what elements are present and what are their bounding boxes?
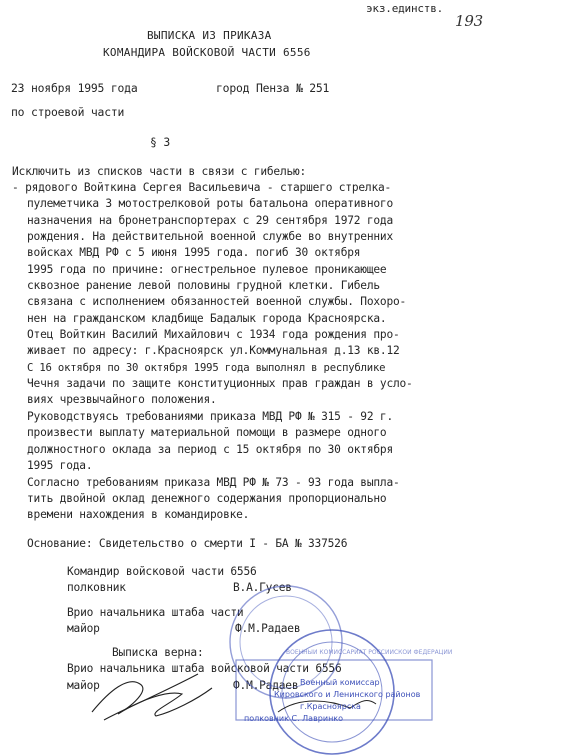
body-line: 1995 года.: [27, 459, 93, 472]
body-line: должностного оклада за период с 15 октября по 30 октября: [27, 443, 393, 456]
chief-rank: майор: [67, 622, 100, 635]
body-line: сквозное ранение левой половины грудной клетки. Гибель: [27, 279, 380, 292]
body-line: времени нахождения в командировке.: [27, 508, 250, 521]
order-date: 23 ноября 1995 года: [11, 81, 138, 95]
body-line: Исключить из списков части в связи с гибелью:: [12, 165, 307, 178]
copy-correct: Выписка верна:: [112, 646, 204, 659]
chief-name: Ф.М.Радаев: [235, 622, 301, 635]
commander-rank: полковник: [67, 581, 126, 594]
body-line: тить двойной оклад денежного содержания пропорционально: [27, 492, 387, 505]
basis-line: Основание: Свидетельство о смерти I - БА № 337526: [27, 537, 348, 550]
page-number: 193: [455, 12, 484, 30]
commander-title: Командир войсковой части 6556: [67, 565, 257, 578]
title-line1: ВЫПИСКА ИЗ ПРИКАЗА: [147, 29, 272, 42]
body-line: виях чрезвычайного положения.: [27, 393, 217, 406]
paragraph-number: § 3: [150, 135, 170, 149]
stamp-rect-line: Военный комиссар: [300, 678, 380, 687]
handwritten-signature: [92, 682, 212, 716]
order-place-number: город Пенза № 251: [216, 81, 330, 95]
body-line: Чечня задачи по защите конституционных прав граждан в усло-: [27, 377, 413, 390]
stamp-rect-line: Кировского и Ленинского районов: [274, 690, 421, 699]
round-seal: [230, 586, 394, 754]
body-line: связана с исполнением обязанностей военной службы. Похоро-: [27, 295, 407, 308]
body-line: Руководствуясь требованиями приказа МВД РФ № 315 - 92 г.: [27, 410, 393, 423]
body-line: Отец Войткин Василий Михайлович с 1934 года рождения про-: [27, 328, 400, 341]
body-line: Согласно требованиям приказа МВД РФ № 73 - 93 года выпла-: [27, 476, 400, 489]
body-line: произвести выплату материальной помощи в размере одного: [27, 426, 387, 439]
stamp-rect-line: полковник С. Лавринко: [244, 714, 344, 723]
body-line: С 16 октября по 30 октября 1995 года выполнял в республике: [27, 362, 386, 374]
section-label: по строевой части: [11, 105, 125, 119]
body-line: назначения на бронетранспортерах с 29 сентября 1972 года: [27, 214, 393, 227]
body-line: 1995 года по причине: огнестрельное пулевое проникающее: [27, 263, 387, 276]
body-line: пулеметчика 3 мотострелковой роты батальона оперативного: [27, 197, 393, 210]
commander-name: В.А.Гусев: [233, 581, 292, 594]
title-line2: КОМАНДИРА ВОЙСКОВОЙ ЧАСТИ 6556: [103, 46, 311, 59]
body-line: - рядового Войткина Сергея Васильевича - старшего стрелка-: [12, 181, 392, 194]
body-line: войсках МВД РФ с 5 июня 1995 года. погиб 30 октября: [27, 246, 361, 259]
copy-chief-title: Врио начальника штаба войсковой части 6556: [67, 662, 342, 675]
handwritten-signature-loop: [104, 674, 198, 720]
body-line: нен на гражданском кладбище Бадалык города Красноярска.: [27, 312, 387, 325]
chief-title: Врио начальника штаба части: [67, 606, 244, 619]
copy-note: экз.единств.: [366, 2, 444, 15]
stamp-round-text: ВОЕННЫЙ КОМИССАРИАТ РОССИЙСКОЙ ФЕДЕРАЦИИ: [286, 649, 453, 656]
stamp-rect-line: г.Красноярска: [300, 702, 361, 711]
copy-chief-name: Ф.М.Радаев: [233, 679, 299, 692]
copy-chief-rank: майор: [67, 679, 100, 692]
body-line: рождения. На действительной военной службе во внутренних: [27, 230, 393, 243]
body-line: живает по адресу: г.Красноярск ул.Коммунальная д.13 кв.12: [27, 344, 400, 357]
